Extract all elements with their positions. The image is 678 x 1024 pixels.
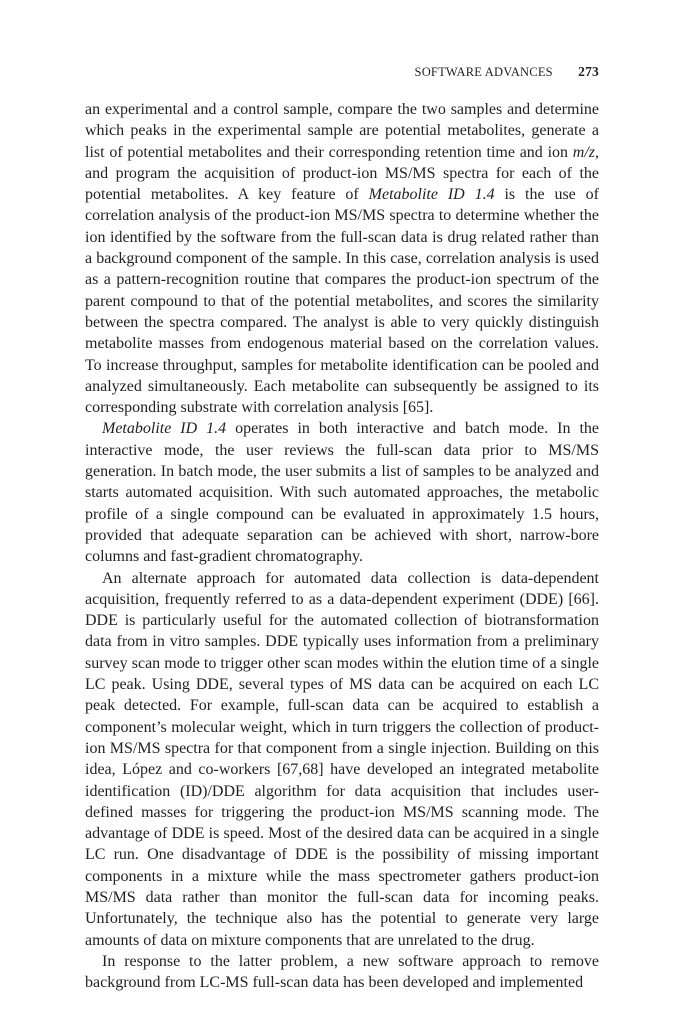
section-title: SOFTWARE ADVANCES: [414, 65, 553, 79]
paragraph-3: An alternate approach for automated data collection is data-dependent acquisition, frequently referred to as a data-dependent experiment (DDE) [66]. DDE is particularly useful for the automated collection of biotransformation data from in vitro samples. DDE typically uses information from a preliminary survey scan mode to trigger other scan modes within the elution time of a single LC peak. Using DDE, several types of MS data can be acquired on each LC peak detected. For example, full-scan data can be acquired to establish a component’s molecular weight, which in turn triggers the collection of product-ion MS/MS spectra for that component from a single injection. Building on this idea, López and co-workers [67,68] have developed an integrated metabolite identification (ID)/DDE algorithm for data acquisition that includes user-defined masses for triggering the product-ion MS/MS scanning mode. The advantage of DDE is speed. Most of the desired data can be acquired in a single LC run. One disadvantage of DDE is the possibility of missing important components in a mixture while the mass spectrometer gathers product-ion MS/MS data rather than monitor the full-scan data for incoming peaks. Unfortunately, the technique also has the potential to generate very large amounts of data on mixture components that are unrelated to the drug.: [85, 569, 599, 949]
software-name: Metabolite ID 1.4: [368, 186, 495, 204]
mz-term: m/z: [572, 143, 595, 161]
paragraph-2: Metabolite ID 1.4 operates in both interactive and batch mode. In the interactive mode, the user reviews the full-scan data prior to MS/MS generation. In batch mode, the user submits a list of samples to be analyzed and starts automated acquisition. With such automated approaches, the metabolic profile of a single compound can be evaluated in approximately 1.5 hours, provided that adequate separation can be achieved with short, narrow-bore columns and fast-gradient chromatography.: [85, 420, 599, 566]
paragraph-4: In response to the latter problem, a new software approach to remove background from LC-MS full-scan data has been developed and implemented: [85, 952, 599, 992]
software-name: Metabolite ID 1.4: [102, 420, 227, 438]
page-number: 273: [578, 64, 599, 79]
body-text: [85, 99, 599, 993]
paragraph-1: an experimental and a control sample, compare the two samples and determine which peaks in the experimental sample are potential metabolites, generate a list of potential metabolites and their corresponding retention time and ion m/z, and program the acquisition of product-ion MS/MS spectra for each of the potential metabolites. A key feature of Metabolite ID 1.4 is the use of correlation analysis of the product-ion MS/MS spectra to determine whether the ion identified by the software from the full-scan data is drug related rather than a background component of the sample. In this case, correlation analysis is used as a pattern-recognition routine that compares the product-ion spectrum of the parent compound to that of the potential metabolites, and scores the similarity between the spectra compared. The analyst is able to very quickly distinguish metabolite masses from endogenous material based on the correlation values. To increase throughput, samples for metabolite identification can be pooled and analyzed simultaneously. Each metabolite can subsequently be assigned to its corresponding substrate with correlation analysis [65].: [85, 101, 599, 417]
running-header: [415, 64, 599, 80]
